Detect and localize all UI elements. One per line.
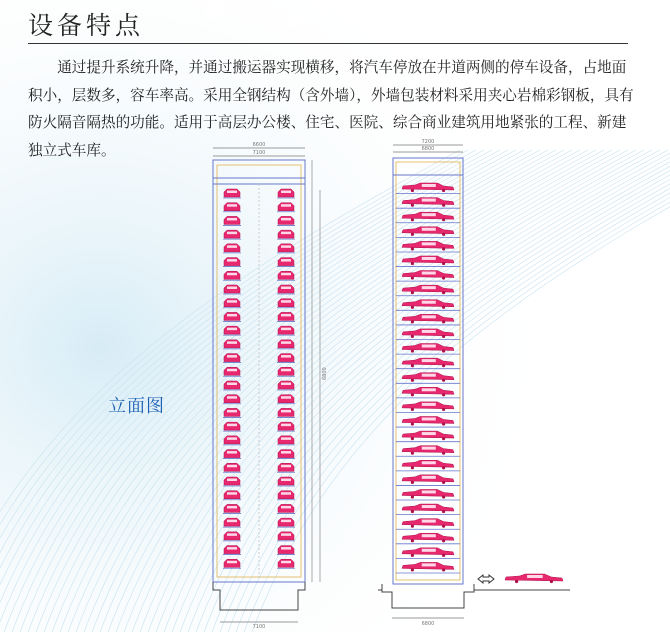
- left-car-a: [223, 354, 241, 363]
- left-bottom-dim-text: 7100: [252, 624, 266, 630]
- right-car: [402, 519, 454, 528]
- left-car-a: [223, 244, 241, 253]
- left-top-dim-inner-text: 7100: [252, 150, 266, 156]
- right-car: [402, 489, 454, 498]
- left-car-a: [223, 504, 241, 513]
- left-car-b: [277, 381, 295, 390]
- left-car-b: [277, 203, 295, 212]
- left-car-a: [223, 395, 241, 404]
- left-car-b: [277, 216, 295, 225]
- right-top-dim-inner-text: 6800: [421, 146, 435, 152]
- left-car-a: [223, 340, 241, 349]
- left-car-b: [277, 395, 295, 404]
- left-car-a: [223, 559, 241, 568]
- left-car-a: [223, 367, 241, 376]
- left-car-b: [277, 299, 295, 308]
- left-car-b: [277, 312, 295, 321]
- left-car-a: [223, 326, 241, 335]
- left-car-b: [277, 189, 295, 198]
- description-paragraph: 通过提升系统升降，并通过搬运器实现横移，将汽车停放在井道两侧的停车设备，占地面积小，层数多，容车率高。采用全钢结构（含外墙），外墙包装材料采用夹心岩棉彩钢板，具有防火隔音隔热的功能。适用于高层办公楼、住宅、医院、综合商业建筑用地紧张的工程、新建独立式车库。: [28, 59, 634, 159]
- page-title: 设备特点: [28, 11, 145, 40]
- right-car: [402, 548, 454, 557]
- right-car: [402, 212, 454, 221]
- left-car-b: [277, 408, 295, 417]
- left-car-a: [223, 491, 241, 500]
- left-car-b: [277, 422, 295, 431]
- right-car: [402, 460, 454, 469]
- elevation-label: 立面图: [108, 396, 165, 417]
- right-car: [402, 475, 454, 484]
- left-car-b: [277, 450, 295, 459]
- left-car-a: [223, 189, 241, 198]
- right-car: [402, 227, 454, 236]
- left-car-a: [223, 230, 241, 239]
- right-car: [402, 562, 454, 571]
- left-car-b: [277, 258, 295, 267]
- left-car-a: [223, 285, 241, 294]
- outside-car-body: [505, 574, 563, 583]
- left-car-a: [223, 299, 241, 308]
- right-car-stack: [396, 183, 460, 573]
- right-car: [402, 198, 454, 207]
- left-car-b: [277, 504, 295, 513]
- left-car-a: [223, 436, 241, 445]
- right-car: [402, 387, 454, 396]
- left-car-a: [223, 203, 241, 212]
- left-car-a: [223, 258, 241, 267]
- left-car-b: [277, 271, 295, 280]
- right-car: [402, 329, 454, 338]
- left-car-b: [277, 230, 295, 239]
- left-car-b: [277, 463, 295, 472]
- left-car-a: [223, 271, 241, 280]
- left-car-a: [223, 532, 241, 541]
- right-car: [402, 183, 454, 192]
- left-car-a: [223, 422, 241, 431]
- right-car: [402, 416, 454, 425]
- left-car-a: [223, 381, 241, 390]
- left-car-b: [277, 546, 295, 555]
- left-side-dim-text: 6800: [322, 367, 328, 380]
- left-car-b: [277, 285, 295, 294]
- left-top-dim-text: 6600: [252, 142, 266, 148]
- left-car-a: [223, 477, 241, 486]
- outside-car-icon: [505, 574, 563, 583]
- left-car-b: [277, 518, 295, 527]
- left-car-a: [223, 408, 241, 417]
- left-car-b: [277, 477, 295, 486]
- left-car-b: [277, 340, 295, 349]
- left-car-a: [223, 463, 241, 472]
- left-car-a: [223, 518, 241, 527]
- left-car-b: [277, 436, 295, 445]
- right-bottom-dim-text: 6800: [421, 621, 435, 627]
- right-car: [402, 314, 454, 323]
- right-pit-outline: [382, 584, 474, 608]
- left-car-b: [277, 532, 295, 541]
- right-car: [402, 241, 454, 250]
- left-car-b: [277, 244, 295, 253]
- right-car: [402, 533, 454, 542]
- right-car: [402, 446, 454, 455]
- right-top-dim-text: 7200: [421, 139, 435, 145]
- right-car: [402, 504, 454, 513]
- right-car: [402, 358, 454, 367]
- left-car-b: [277, 354, 295, 363]
- left-pit-outline: [213, 582, 305, 610]
- right-car: [402, 344, 454, 353]
- right-tower-inner: [396, 162, 460, 580]
- right-car: [402, 300, 454, 309]
- left-car-b: [277, 491, 295, 500]
- right-car: [402, 256, 454, 265]
- right-car: [402, 402, 454, 411]
- right-car: [402, 373, 454, 382]
- left-car-b: [277, 326, 295, 335]
- left-car-a: [223, 546, 241, 555]
- left-car-a: [223, 216, 241, 225]
- right-car: [402, 271, 454, 280]
- left-car-a: [223, 312, 241, 321]
- right-car: [402, 285, 454, 294]
- right-car: [402, 431, 454, 440]
- double-arrow-icon: [478, 575, 494, 583]
- left-car-b: [277, 559, 295, 568]
- left-car-a: [223, 450, 241, 459]
- left-car-b: [277, 367, 295, 376]
